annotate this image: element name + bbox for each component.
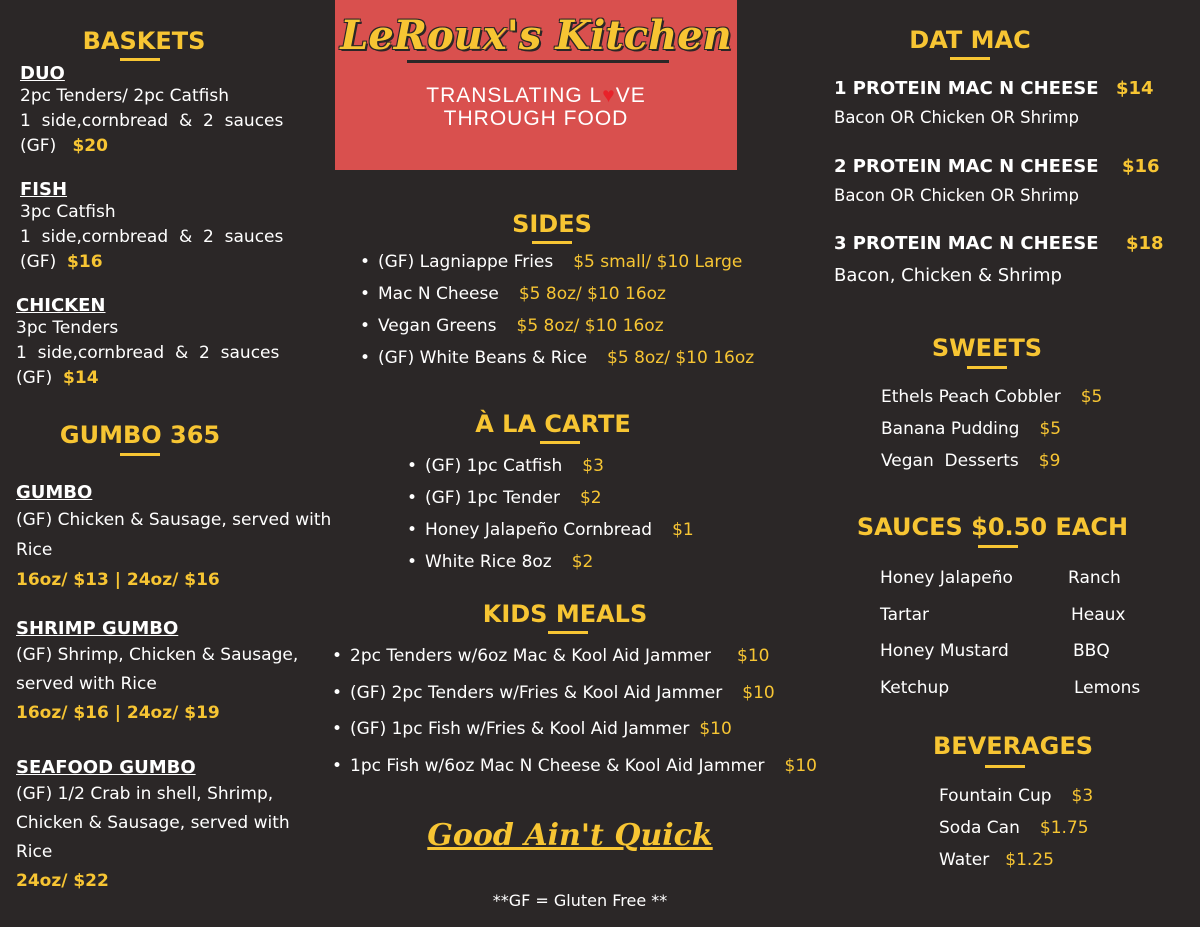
gumbo-name: SEAFOOD GUMBO	[16, 757, 196, 778]
seafood-gumbo-item	[16, 757, 361, 896]
gumbo-desc1: (GF) 1/2 Crab in shell, Shrimp,	[16, 784, 274, 804]
item-name: White Rice 8oz	[425, 552, 552, 572]
item-name: Ethels Peach Cobbler	[881, 387, 1061, 407]
item-name: 2pc Tenders w/6oz Mac & Kool Aid Jammer	[350, 646, 712, 666]
basket-price: $20	[72, 136, 108, 156]
beverages-heading-underline	[985, 765, 1025, 768]
item-price: $5 8oz/ $10 16oz	[518, 284, 666, 304]
basket-duo	[20, 63, 320, 159]
item-name: Honey Jalapeño Cornbread	[425, 520, 653, 540]
baskets-heading: BASKETS	[82, 27, 206, 55]
item-price: $18	[1126, 233, 1164, 254]
item-name: Water	[939, 850, 990, 870]
datmac-item	[834, 156, 1164, 208]
item-name: 2 PROTEIN MAC N CHEESE	[834, 156, 1099, 177]
item-price: $10	[784, 755, 817, 776]
gumbo-item	[16, 482, 361, 595]
sweets-heading: SWEETS	[931, 334, 1043, 362]
tagline	[335, 84, 737, 130]
gumbo-desc1: (GF) Shrimp, Chicken & Sausage,	[16, 645, 299, 665]
item-price: $5 small/ $10 Large	[573, 252, 743, 272]
sides-heading: SIDES	[512, 210, 592, 238]
kids-heading-underline	[548, 631, 588, 634]
item-desc: Bacon, Chicken & Shrimp	[834, 265, 1062, 286]
kids-heading: KIDS MEALS	[482, 600, 648, 628]
gumbo-price: 16oz/ $13 | 24oz/ $16	[16, 570, 220, 590]
datmac-heading-underline	[950, 57, 990, 60]
item-name: (GF) 1pc Tender	[425, 488, 560, 508]
basket-name: CHICKEN	[16, 295, 106, 316]
item-price: $1.25	[1005, 850, 1054, 870]
sauce-item: Honey Jalapeño	[880, 568, 1013, 588]
sauces-right-column	[1068, 560, 1140, 706]
shrimp-gumbo-item	[16, 618, 361, 728]
list-item: • 2pc Tenders w/6oz Mac & Kool Aid Jammer $10	[332, 646, 770, 666]
item-desc: Bacon OR Chicken OR Shrimp	[834, 108, 1079, 127]
basket-price: $14	[63, 368, 99, 388]
basket-line2: 1 side,cornbread & 2 sauces	[16, 343, 280, 363]
item-price: $1	[672, 520, 694, 540]
list-item	[881, 381, 1102, 413]
item-price: $3	[1071, 786, 1094, 806]
item-price: $2	[571, 552, 594, 572]
basket-line2: 1 side,cornbread & 2 sauces	[20, 227, 284, 247]
datmac-item	[834, 233, 1164, 288]
gumbo-desc2: served with Rice	[16, 674, 157, 694]
gumbo-heading-underline	[120, 453, 160, 456]
gumbo-price: 24oz/ $22	[16, 871, 109, 891]
list-item	[881, 413, 1102, 445]
item-name: Vegan Desserts	[881, 451, 1019, 471]
item-name: 1 PROTEIN MAC N CHEESE	[834, 78, 1099, 99]
beverages-list	[939, 780, 1093, 876]
list-item: • (GF) Lagniappe Fries $5 small/ $10 Large	[360, 252, 743, 272]
item-price: $16	[1122, 156, 1160, 177]
baskets-heading-underline	[120, 58, 160, 61]
list-item: • White Rice 8oz $2	[407, 552, 594, 572]
item-price: $10	[737, 646, 770, 666]
slogan: Good Ain't Quick	[427, 818, 713, 853]
alacarte-list	[407, 450, 694, 578]
basket-name: FISH	[20, 179, 68, 200]
basket-name: DUO	[20, 63, 65, 84]
basket-price: $16	[67, 252, 103, 272]
sides-list	[360, 246, 754, 374]
item-name: Mac N Cheese	[378, 284, 499, 304]
gumbo-desc2: Rice	[16, 540, 53, 560]
alacarte-heading-underline	[540, 441, 580, 444]
datmac-item	[834, 78, 1164, 130]
gf-label: (GF)	[20, 252, 57, 272]
kids-list	[332, 638, 817, 784]
sauce-item: Tartar	[880, 604, 930, 625]
item-price: $2	[579, 488, 602, 508]
tagline-part-a: TRANSLATING L	[426, 84, 603, 107]
basket-chicken	[16, 295, 326, 391]
alacarte-heading: À LA CARTE	[475, 410, 631, 438]
heart-icon: ♥	[602, 84, 616, 107]
item-price: $5	[1039, 419, 1062, 439]
item-price: $5 8oz/ $10 16oz	[607, 348, 755, 368]
sweets-heading-underline	[967, 366, 1007, 369]
item-name: 1pc Fish w/6oz Mac N Cheese & Kool Aid Jammer	[350, 755, 765, 776]
tagline-line2: THROUGH FOOD	[443, 107, 629, 130]
list-item	[881, 445, 1102, 477]
gf-label: (GF)	[16, 368, 53, 388]
list-item	[939, 780, 1093, 812]
item-price: $5 8oz/ $10 16oz	[516, 316, 664, 336]
item-name: Vegan Greens	[378, 316, 497, 336]
basket-line1: 3pc Tenders	[16, 318, 119, 338]
brand-logo-text: LeRoux's Kitchen	[340, 12, 732, 59]
item-price: $9	[1038, 451, 1061, 471]
sauce-item: Lemons	[1074, 677, 1141, 698]
item-price: $3	[582, 456, 604, 476]
list-item: • (GF) 1pc Catfish $3	[407, 456, 604, 476]
item-price: $10	[699, 719, 732, 739]
basket-fish	[20, 179, 320, 275]
item-name: 3 PROTEIN MAC N CHEESE	[834, 233, 1099, 254]
item-name: Banana Pudding	[881, 419, 1020, 439]
sauces-heading: SAUCES $0.50 EACH	[856, 513, 1129, 541]
gumbo-heading: GUMBO 365	[59, 421, 221, 449]
gumbo-desc2: Chicken & Sausage, served with	[16, 813, 290, 833]
basket-line2: 1 side,cornbread & 2 sauces	[20, 111, 284, 131]
sauce-item: Heaux	[1071, 604, 1126, 625]
list-item: • (GF) 1pc Tender $2	[407, 488, 602, 508]
list-item: • (GF) White Beans & Rice $5 8oz/ $10 16oz	[360, 348, 755, 368]
gumbo-name: SHRIMP GUMBO	[16, 618, 179, 639]
list-item: • Vegan Greens $5 8oz/ $10 16oz	[360, 316, 664, 336]
item-name: (GF) 1pc Fish w/Fries & Kool Aid Jammer	[350, 719, 690, 739]
list-item: • (GF) 1pc Fish w/Fries & Kool Aid Jammer $10	[332, 719, 732, 739]
basket-line1: 2pc Tenders/ 2pc Catfish	[20, 86, 229, 106]
item-price: $10	[742, 682, 775, 703]
beverages-heading: BEVERAGES	[932, 732, 1094, 760]
gumbo-desc3: Rice	[16, 842, 53, 862]
sides-heading-underline	[532, 241, 572, 244]
item-desc: Bacon OR Chicken OR Shrimp	[834, 186, 1079, 205]
gumbo-name: GUMBO	[16, 482, 93, 503]
basket-line1: 3pc Catfish	[20, 202, 116, 222]
item-price: $1.75	[1039, 818, 1089, 838]
item-price: $5	[1080, 387, 1103, 407]
header-banner	[335, 0, 737, 170]
item-name: (GF) Lagniappe Fries	[378, 252, 554, 272]
list-item: • Honey Jalapeño Cornbread $1	[407, 520, 694, 540]
item-name: (GF) 1pc Catfish	[425, 456, 563, 476]
sauce-item: Honey Mustard	[880, 641, 1009, 661]
datmac-heading: DAT MAC	[909, 26, 1031, 54]
brand-underline	[407, 60, 669, 63]
item-name: Soda Can	[939, 818, 1020, 838]
sauces-left-column	[880, 560, 1013, 706]
sauce-item: BBQ	[1073, 641, 1110, 661]
gluten-free-footnote: **GF = Gluten Free **	[492, 891, 668, 910]
list-item	[939, 812, 1093, 844]
list-item: • (GF) 2pc Tenders w/Fries & Kool Aid Jammer $10	[332, 682, 775, 703]
gumbo-desc1: (GF) Chicken & Sausage, served with	[16, 510, 332, 530]
sweets-list	[881, 381, 1102, 477]
item-name: Fountain Cup	[939, 786, 1052, 806]
sauce-item: Ketchup	[880, 677, 950, 698]
item-name: (GF) White Beans & Rice	[378, 348, 588, 368]
item-name: (GF) 2pc Tenders w/Fries & Kool Aid Jammer	[350, 682, 723, 703]
list-item: • Mac N Cheese $5 8oz/ $10 16oz	[360, 284, 666, 304]
tagline-part-b: VE	[615, 84, 646, 107]
item-price: $14	[1116, 78, 1154, 99]
gumbo-price: 16oz/ $16 | 24oz/ $19	[16, 703, 220, 723]
list-item	[939, 844, 1093, 876]
sauces-heading-underline	[978, 545, 1018, 548]
list-item: • 1pc Fish w/6oz Mac N Cheese & Kool Aid Jammer $10	[332, 755, 817, 776]
sauce-item: Ranch	[1068, 568, 1121, 588]
gf-label: (GF)	[20, 136, 57, 156]
